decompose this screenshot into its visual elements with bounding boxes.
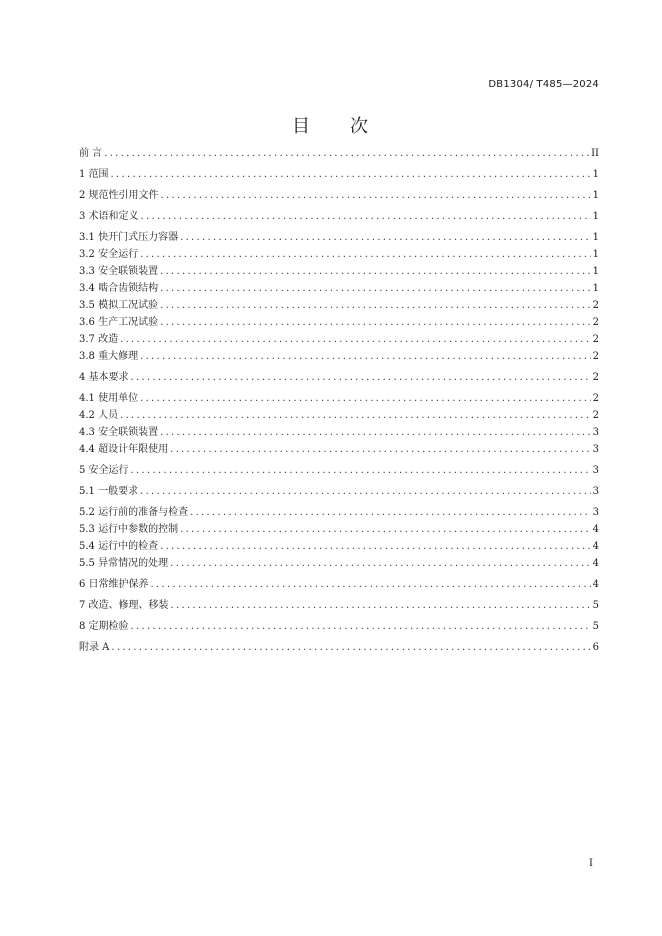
toc-entry-label: 3.8 重大修理 [79,351,139,362]
toc-entry-label: 附录 A [79,642,110,653]
toc-entry-label: 2 规范性引用文件 [79,190,159,201]
toc-entry-label: 3.1 快开门式压力容器 [79,232,179,243]
toc-entry-page: 4 [592,558,599,569]
toc-entry-label: 8 定期检验 [79,621,129,632]
toc-entry[interactable] [79,168,599,182]
toc-entry[interactable] [79,620,599,634]
toc-entry-label: 1 范围 [79,169,109,180]
toc-entry-page: 4 [592,579,599,590]
toc-entry[interactable] [79,409,599,423]
toc-leader-dots [161,189,591,203]
toc-entry-label: 5.4 运行中的检查 [79,541,159,552]
toc-entry[interactable] [79,578,599,592]
toc-entry[interactable] [79,426,599,440]
toc-entry[interactable] [79,599,599,613]
toc-leader-dots [170,557,591,571]
toc-leader-dots [160,540,591,554]
toc-entry-page: 1 [592,211,599,222]
toc-entry-label: 4.2 人员 [79,410,119,421]
toc-entry-label: 5.2 运行前的准备与检查 [79,507,189,518]
toc-entry[interactable] [79,506,599,520]
toc-entry-label: 3.6 生产工况试验 [79,317,159,328]
toc-leader-dots [111,168,591,182]
toc-entry-page: 5 [592,600,599,611]
toc-entry-page: 1 [592,266,599,277]
toc-entry[interactable] [79,333,599,347]
toc-entry-label: 4.1 使用单位 [79,393,139,404]
toc-leader-dots [140,350,591,364]
toc-leader-dots [104,147,589,161]
toc-entry-page: 3 [592,465,599,476]
toc-leader-dots [160,316,591,330]
toc-leader-dots [170,443,591,457]
toc-entry[interactable] [79,210,599,224]
toc-entry-label: 3 术语和定义 [79,211,139,222]
toc-title-right: 次 [350,116,370,137]
toc-entry-label: 5.1 一般要求 [79,486,139,497]
toc-entry[interactable] [79,392,599,406]
toc-entry[interactable] [79,443,599,457]
toc-entry[interactable] [79,557,599,571]
toc-title-left: 目 [292,116,312,137]
toc-entry-label: 4.4 超设计年限使用 [79,444,169,455]
toc-entry[interactable] [79,189,599,203]
toc-leader-dots [160,299,591,313]
toc-entry-page: 4 [592,541,599,552]
toc-entry[interactable] [79,316,599,330]
toc-entry[interactable] [79,350,599,364]
toc-entry-page: 2 [592,300,599,311]
toc-entry-page: 2 [592,393,599,404]
toc-entry-page: 2 [592,351,599,362]
toc-entry-page: 3 [592,444,599,455]
toc-entry-label: 3.7 改造 [79,334,119,345]
toc-leader-dots [140,248,591,262]
toc-leader-dots [120,333,591,347]
toc-leader-dots [160,282,591,296]
toc-entry-label: 7 改造、修理、移装 [79,600,169,611]
toc-leader-dots [160,265,591,279]
toc-entry[interactable] [79,282,599,296]
toc-entry-label: 3.2 安全运行 [79,249,139,260]
toc-entry-page: 2 [592,334,599,345]
toc-entry[interactable] [79,299,599,313]
toc-entry[interactable] [79,641,599,655]
toc-entry-label: 5.3 运行中参数的控制 [79,524,179,535]
toc-entry-label: 3.3 安全联锁装置 [79,266,159,277]
toc-leader-dots [190,506,591,520]
toc-entry-page: 4 [592,524,599,535]
footer-page-number: I [589,858,593,869]
toc-leader-dots [171,599,591,613]
toc-entry-page: 2 [592,372,599,383]
toc-entry-page: 2 [592,410,599,421]
toc-leader-dots [151,578,591,592]
toc-leader-dots [160,426,591,440]
toc-entry-page: 1 [592,232,599,243]
toc-entry[interactable] [79,147,599,161]
toc-leader-dots [120,409,591,423]
toc-entry[interactable] [79,248,599,262]
toc-leader-dots [131,620,591,634]
toc-entry-page: 6 [592,642,599,653]
toc-leader-dots [111,641,590,655]
toc-entry-label: 4 基本要求 [79,372,129,383]
toc-entry-label: 5.5 异常情况的处理 [79,558,169,569]
toc-entry-label: 3.5 模拟工况试验 [79,300,159,311]
document-code: DB1304/ T485—2024 [488,79,599,90]
toc-entry-page: 3 [592,486,599,497]
toc-entry-page: 3 [592,507,599,518]
toc-entry-page: II [591,148,599,159]
toc-entry-page: 1 [592,190,599,201]
toc-entry-page: 5 [592,621,599,632]
toc-entry-label: 前 言 [79,148,103,159]
toc-entry[interactable] [79,371,599,385]
toc-entry[interactable] [79,231,599,245]
toc-leader-dots [141,210,591,224]
toc-entry[interactable] [79,265,599,279]
toc-leader-dots [131,371,591,385]
toc-entry[interactable] [79,485,599,499]
toc-entry-page: 2 [592,317,599,328]
toc-entry-label: 4.3 安全联锁装置 [79,427,159,438]
toc-leader-dots [140,392,591,406]
toc-entry-label: 3.4 啮合齿锁结构 [79,283,159,294]
toc-entry-label: 5 安全运行 [79,465,129,476]
toc-entry-page: 1 [592,249,599,260]
toc-leader-dots [180,523,591,537]
toc-entry[interactable] [79,540,599,554]
toc-leader-dots [140,485,591,499]
toc-leader-dots [131,464,591,478]
toc-entry-label: 6 日常维护保养 [79,579,149,590]
toc-entry-page: 1 [592,169,599,180]
toc-entry[interactable] [79,523,599,537]
toc-entry-page: 3 [592,427,599,438]
toc-entry[interactable] [79,464,599,478]
toc-entry-page: 1 [592,283,599,294]
toc-leader-dots [180,231,591,245]
